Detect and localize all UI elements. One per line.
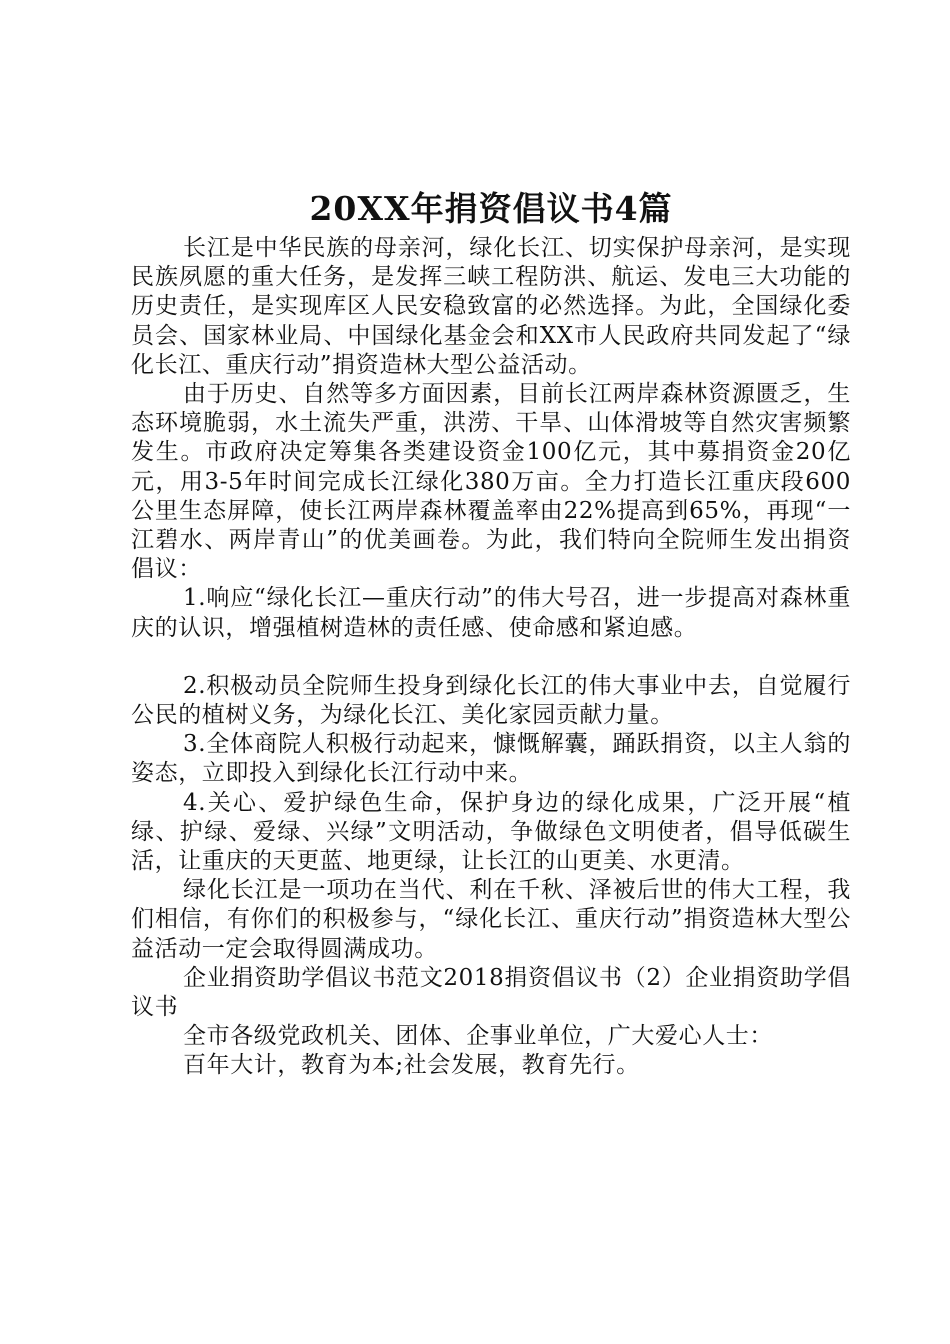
document-title: 20XX年捐资倡议书4篇 [309,189,673,228]
paragraph-background: 由于历史、自然等多方面因素，目前长江两岸森林资源匮乏，生态环境脆弱，水土流失严重，洪涝、干旱、山体滑坡等自然灾害频繁发生。市政府决定筹集各类建设资金100亿元，其中募捐资金20亿元，用3-5年时间完成长江绿化380万亩。全力打造长江重庆段600公里生态屏障，使长江两岸森林覆盖率由22%提高到65%，再现“一江碧水、两岸青山”的优美画卷。为此，我们特向全院师生发出捐资倡议： [131,381,851,583]
second-article-heading: 企业捐资助学倡议书范文2018捐资倡议书（2）企业捐资助学倡议书 [131,964,851,1021]
paragraph-conclusion: 绿化长江是一项功在当代、利在千秋、泽被后世的伟大工程，我们相信，有你们的积极参与，“绿化长江、重庆行动”捐资造林大型公益活动一定会取得圆满成功。 [131,877,851,962]
document-page [131,186,851,1081]
paragraph-opening: 百年大计，教育为本;社会发展，教育先行。 [183,1052,640,1079]
salutation: 全市各级党政机关、团体、企事业单位，广大爱心人士： [183,1023,773,1050]
paragraph-intro: 长江是中华民族的母亲河，绿化长江、切实保护母亲河，是实现民族夙愿的重大任务，是发挥三峡工程防洪、航运、发电三大功能的历史责任，是实现库区人民安稳致富的必然选择。为此，全国绿化委员会、国家林业局、中国绿化基金会和XX市人民政府共同发起了“绿化长江、重庆行动”捐资造林大型公益活动。 [131,235,851,378]
proposal-item-3: 3.全体商院人积极行动起来，慷慨解囊，踊跃捐资，以主人翁的姿态，立即投入到绿化长江行动中来。 [131,731,851,787]
proposal-item-1: 1.响应“绿化长江—重庆行动”的伟大号召，进一步提高对森林重庆的认识，增强植树造林的责任感、使命感和紧迫感。 [131,585,851,641]
proposal-item-2: 2.积极动员全院师生投身到绿化长江的伟大事业中去，自觉履行公民的植树义务，为绿化长江、美化家园贡献力量。 [131,672,851,729]
blank-line [131,643,851,672]
proposal-item-4: 4.关心、爱护绿色生命，保护身边的绿化成果，广泛开展“植绿、护绿、爱绿、兴绿”文明活动，争做绿色文明使者，倡导低碳生活，让重庆的天更蓝、地更绿，让长江的山更美、水更清。 [131,789,851,875]
